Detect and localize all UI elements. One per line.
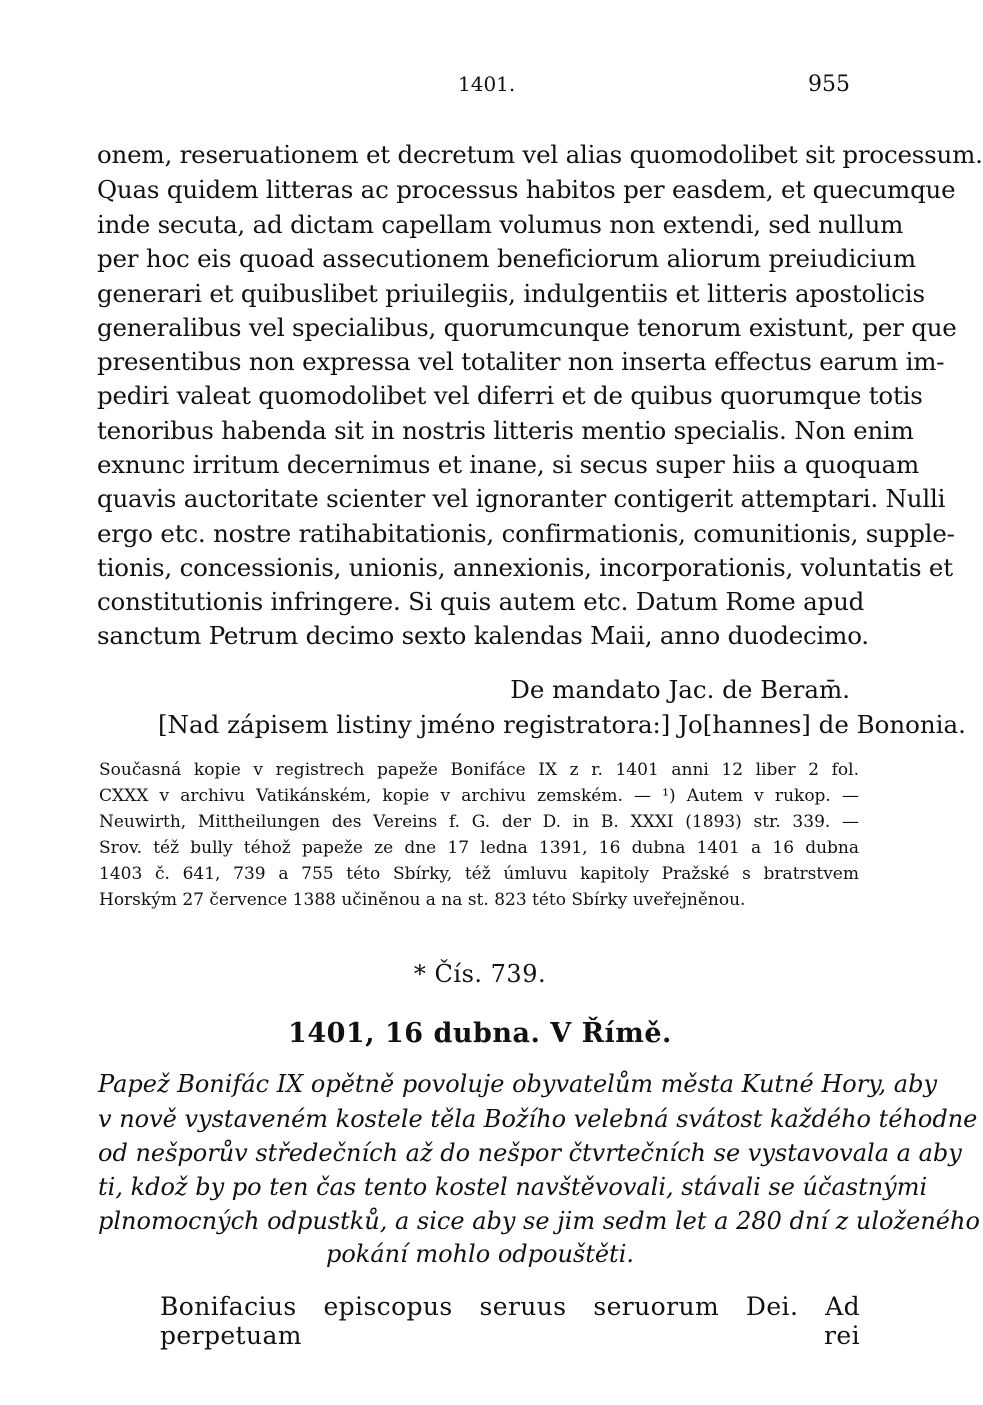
- document-opening-line: Bonifacius episcopus seruus seruorum Dei. Ad perpetuam rei: [160, 1292, 860, 1350]
- main-text-line: generari et quibuslibet priuilegiis, indulgentiis et litteris apostolicis: [97, 279, 925, 308]
- main-text-line: exnunc irritum decernimus et inane, si secus super hiis a quoquam: [97, 450, 920, 479]
- main-text-line: inde secuta, ad dictam capellam volumus non extendi, sed nullum: [97, 210, 904, 239]
- main-text-line: onem, reseruationem et decretum vel alias quomodolibet sit processum.: [97, 140, 983, 169]
- registrar-line: [Nad zápisem listiny jméno registratora:] Jo[hannes] de Bononia.: [158, 710, 966, 739]
- header-year: 1401.: [458, 72, 516, 96]
- main-text-line: sanctum Petrum decimo sexto kalendas Maii, anno duodecimo.: [97, 621, 869, 650]
- page-header: [0, 72, 960, 102]
- regest-line: od nešporův středečních až do nešpor čtvrtečních se vystavovala a aby: [98, 1139, 962, 1167]
- page-number: 955: [808, 72, 850, 97]
- main-text-line: presentibus non expressa vel totaliter non inserta effectus earum im-: [97, 347, 945, 376]
- note-line: 1403 č. 641, 739 a 755 této Sbírky, též úmluvu kapitoly Pražské s bratrstvem: [99, 864, 859, 884]
- regest-line: v nově vystaveném kostele těla Božího velebná svátost každého téhodne: [98, 1105, 978, 1133]
- main-text-line: constitutionis infringere. Si quis autem etc. Datum Rome apud: [97, 587, 865, 616]
- mandate-line: De mandato Jac. de Beram̄.: [510, 675, 850, 704]
- main-text-line: per hoc eis quoad assecutionem beneficiorum aliorum preiudicium: [97, 244, 916, 273]
- main-text-line: generalibus vel specialibus, quorumcunque tenorum existunt, per que: [97, 313, 957, 342]
- main-text-line: ergo etc. nostre ratihabitationis, confirmationis, comunitionis, supple-: [97, 519, 955, 548]
- note-line: Horským 27 července 1388 učiněnou a na st. 823 této Sbírky uveřejněnou.: [99, 890, 746, 910]
- main-text-line: quavis auctoritate scienter vel ignoranter contigerit attemptari. Nulli: [97, 484, 946, 513]
- regest-line: ti, kdož by po ten čas tento kostel navštěvovali, stávali se účastnými: [98, 1173, 928, 1201]
- regest-line: Papež Bonifác IX opětně povoluje obyvatelům města Kutné Hory, aby: [98, 1070, 938, 1098]
- main-text-line: tenoribus habenda sit in nostris litteris mentio specialis. Non enim: [97, 416, 914, 445]
- note-line: Neuwirth, Mittheilungen des Vereins f. G. der D. in B. XXXI (1893) str. 339. —: [99, 812, 859, 832]
- note-line: Srov. též bully téhož papeže ze dne 17 ledna 1391, 16 dubna 1401 a 16 dubna: [99, 838, 859, 858]
- note-line: CXXX v archivu Vatikánském, kopie v archivu zemském. — ¹) Autem v rukop. —: [99, 786, 859, 806]
- date-heading: 1401, 16 dubna. V Římě.: [288, 1018, 672, 1049]
- document-number: * Čís. 739.: [413, 960, 547, 988]
- note-line: Současná kopie v registrech papeže Bonifáce IX z r. 1401 anni 12 liber 2 fol.: [99, 760, 859, 780]
- regest-line: plnomocných odpustků, a sice aby se jim sedm let a 280 dní z uloženého: [98, 1207, 980, 1235]
- main-text-line: pediri valeat quomodolibet vel diferri et de quibus quorumque totis: [97, 381, 923, 410]
- main-text-line: Quas quidem litteras ac processus habitos per easdem, et quecumque: [97, 175, 956, 204]
- main-text-line: tionis, concessionis, unionis, annexionis, incorporationis, voluntatis et: [97, 553, 953, 582]
- regest-line: pokání mohlo odpouštěti.: [325, 1240, 635, 1268]
